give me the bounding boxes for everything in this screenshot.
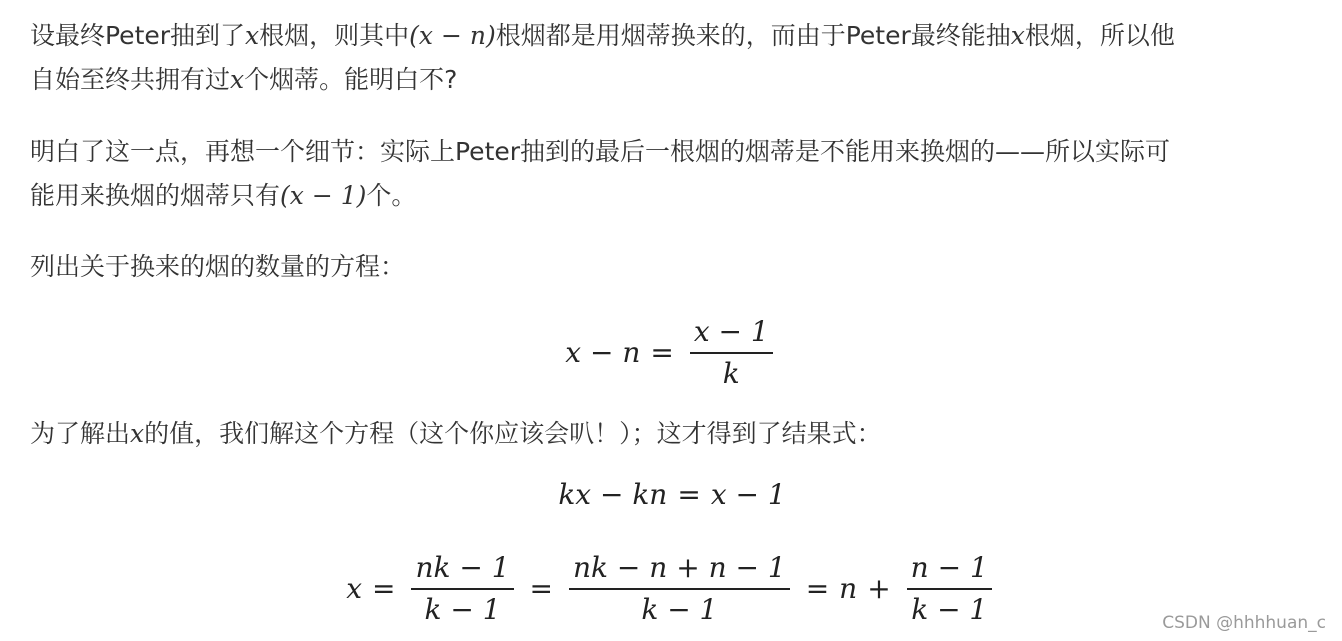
paragraph-1-line-1 (30, 14, 1175, 58)
paragraph-3-line-1: 列出关于换来的烟的数量的方程： (30, 252, 406, 281)
equals-sign: = (650, 336, 674, 370)
equation-1-lhs: x − n (565, 336, 641, 370)
numerator: nk − 1 (415, 551, 510, 584)
paragraph-2-line-2 (30, 174, 1170, 218)
text: 的值，我们解这个方程（这个你应该会叭！）；这才得到了结果式： (144, 419, 882, 448)
csdn-watermark: CSDN @hhhhuan_c (1162, 613, 1326, 633)
term-n: n (839, 572, 858, 606)
math-inline: (x − n) (409, 21, 496, 50)
equation-3-lhs: x (346, 572, 362, 606)
numerator: x − 1 (693, 315, 769, 348)
equation-2 (30, 478, 1314, 511)
text: 设最终Peter抽到了 (30, 21, 246, 50)
text: 为了解出 (30, 419, 131, 448)
fraction (411, 548, 513, 630)
text: 个。 (366, 181, 417, 210)
paragraph-3 (30, 245, 405, 289)
equals-sign: = (677, 478, 701, 511)
text: 个烟蒂。能明白不? (244, 65, 458, 94)
equation-2-rhs: x − 1 (710, 478, 786, 511)
numerator: nk − n + n − 1 (573, 551, 786, 584)
plus-sign: + (867, 572, 891, 606)
fraction (907, 548, 992, 630)
equation-3 (30, 548, 1314, 630)
equation-2-lhs: kx − kn (558, 478, 668, 511)
denominator: k − 1 (911, 592, 988, 626)
math-inline: x (130, 419, 145, 448)
paragraph-4 (30, 412, 882, 456)
paragraph-2-line-1: 明白了这一点，再想一个细节：实际上Peter抽到的最后一根烟的烟蒂是不能用来换烟的——所以实际可 (30, 137, 1171, 166)
math-inline: x (1010, 21, 1025, 50)
text: 根烟，所以他 (1024, 21, 1175, 50)
paragraph-1-line-2 (30, 58, 1175, 102)
denominator: k (722, 356, 740, 390)
fraction (569, 548, 790, 630)
fraction (690, 312, 773, 394)
denominator: k − 1 (641, 592, 718, 626)
equation-1 (30, 312, 1314, 394)
equals-sign: = (529, 572, 554, 606)
equals-sign: = (372, 572, 396, 606)
numerator: n − 1 (910, 551, 988, 584)
paragraph-1 (30, 14, 1175, 102)
math-inline: x (230, 65, 245, 94)
text: 根烟都是用烟蒂换来的，而由于Peter最终能抽 (495, 21, 1011, 50)
paragraph-2 (30, 130, 1170, 218)
text: 自始至终共拥有过 (30, 65, 231, 94)
text: 根烟，则其中 (259, 21, 410, 50)
denominator: k − 1 (424, 592, 501, 626)
paragraph-4-line-1 (30, 412, 882, 456)
text: 能用来换烟的烟蒂只有 (30, 181, 281, 210)
math-inline: x (245, 21, 260, 50)
math-inline: (x − 1) (280, 181, 367, 210)
equals-sign: = (805, 572, 830, 606)
